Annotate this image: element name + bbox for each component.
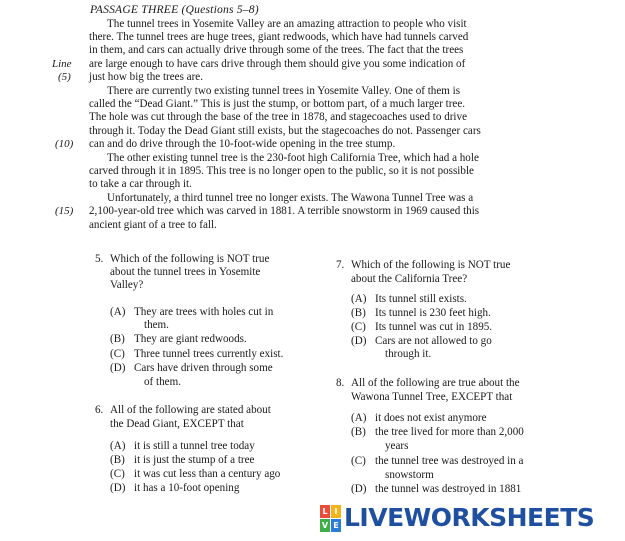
answer-option-b[interactable] <box>351 426 524 439</box>
question-stem: Which of the following is NOT true <box>110 253 270 265</box>
logo-letter-v: V <box>321 521 329 530</box>
question-number: 6. <box>95 404 104 416</box>
option-text: it does not exist anymore <box>375 412 487 424</box>
option-letter: (B) <box>351 426 366 438</box>
answer-option-a[interactable] <box>110 440 255 453</box>
passage-line: The tunnel trees in Yosemite Valley are an amazing attraction to people who visit <box>107 18 467 30</box>
passage-line: 2,100-year-old tree which was carved in 1881. A terrible snowstorm in 1969 caused this <box>89 205 480 217</box>
passage-line: through it. Today the Dead Giant still exists, but the stagecoaches do not. Passenger cars <box>89 125 481 137</box>
live-logo-icon <box>320 505 340 531</box>
option-text-continued: years <box>385 440 409 452</box>
logo-letter-i: I <box>331 505 341 518</box>
option-text: the tree lived for more than 2,000 <box>375 426 524 438</box>
answer-option-c[interactable] <box>351 321 492 334</box>
passage-line: ancient giant of a tree to fall. <box>89 219 217 231</box>
option-text-continued: snowstorm <box>385 469 434 481</box>
option-letter: (A) <box>110 440 126 452</box>
passage-line: Unfortunately, a third tunnel tree no longer exists. The Wawona Tunnel Tree was a <box>107 192 474 204</box>
passage-line: to take a car through it. <box>89 178 192 190</box>
answer-option-b[interactable] <box>351 307 491 320</box>
option-text: the tunnel tree was destroyed in a <box>375 455 524 467</box>
question-stem: Which of the following is NOT true <box>351 259 511 271</box>
liveworksheets-logo[interactable] <box>320 505 594 531</box>
option-text: it has a 10-foot opening <box>134 482 240 494</box>
option-text: it is just the stump of a tree <box>134 454 255 466</box>
answer-option-c[interactable] <box>351 455 523 468</box>
option-text: it was cut less than a century ago <box>134 468 281 480</box>
option-text: the tunnel was destroyed in 1881 <box>375 483 522 495</box>
answer-option-c[interactable] <box>110 468 280 481</box>
answer-option-b[interactable] <box>110 333 247 346</box>
option-text: Its tunnel was cut in 1895. <box>375 321 493 333</box>
option-letter: (A) <box>110 306 126 318</box>
option-text: it is still a tunnel tree today <box>134 440 255 452</box>
line-label: Line <box>52 58 72 70</box>
answer-option-d[interactable] <box>110 482 239 495</box>
option-letter: (A) <box>351 293 367 305</box>
question-stem: about the tunnel trees in Yosemite <box>110 266 261 278</box>
answer-option-a[interactable] <box>110 306 273 319</box>
option-letter: (D) <box>110 362 126 374</box>
option-text: They are giant redwoods. <box>134 333 247 345</box>
option-letter: (C) <box>351 321 366 333</box>
passage-title: PASSAGE THREE (Questions 5–8) <box>90 3 259 16</box>
question-stem: All of the following are true about the <box>351 377 520 389</box>
answer-option-a[interactable] <box>351 293 467 306</box>
option-text-continued: through it. <box>385 348 432 360</box>
question-number: 5. <box>95 253 104 265</box>
logo-letter-e: E <box>331 519 341 532</box>
option-text: Cars are not allowed to go <box>375 335 492 347</box>
line-number-10: (10) <box>55 138 74 150</box>
answer-option-a[interactable] <box>351 412 487 425</box>
option-letter: (C) <box>110 348 125 360</box>
option-text: Three tunnel trees currently exist. <box>134 348 284 360</box>
question-number: 7. <box>336 259 345 271</box>
option-text-continued: them. <box>144 319 169 331</box>
option-text: They are trees with holes cut in <box>134 306 274 318</box>
answer-option-d[interactable] <box>351 483 521 496</box>
question-stem: Wawona Tunnel Tree, EXCEPT that <box>351 391 513 403</box>
option-text: Its tunnel still exists. <box>375 293 467 305</box>
question-stem: about the California Tree? <box>351 273 468 285</box>
option-letter: (D) <box>351 483 367 495</box>
option-letter: (C) <box>110 468 125 480</box>
answer-option-b[interactable] <box>110 454 254 467</box>
line-number-15: (15) <box>55 205 74 217</box>
option-letter: (C) <box>351 455 366 467</box>
option-letter: (D) <box>351 335 367 347</box>
logo-letter-l: L <box>320 505 330 518</box>
option-letter: (B) <box>351 307 366 319</box>
passage-line: carved through it in 1895. This tree is no longer open to the public, so it is not possible <box>89 165 474 177</box>
passage-line: There are currently two existing tunnel trees in Yosemite Valley. One of them is <box>107 85 461 97</box>
question-number: 8. <box>336 377 345 389</box>
option-text: Its tunnel is 230 feet high. <box>375 307 491 319</box>
passage-line: The other existing tunnel tree is the 230-foot high California Tree, which had a hole <box>107 152 479 164</box>
passage-line: there. The tunnel trees are huge trees, giant redwoods, which have had tunnels carved <box>89 31 469 43</box>
question-stem: the Dead Giant, EXCEPT that <box>110 418 244 430</box>
passage-line: in them, and cars can actually drive through some of the trees. The fact that the trees <box>89 44 464 56</box>
line-number-5: (5) <box>58 71 71 83</box>
passage-line: can and do drive through the 10-foot-wide opening in the tree stump. <box>89 138 396 150</box>
passage-line: called the “Dead Giant.” This is just the stump, or bottom part, of a much larger tree. <box>89 98 466 110</box>
answer-option-d[interactable] <box>110 362 273 375</box>
question-stem: All of the following are stated about <box>110 404 271 416</box>
logo-wordmark: LIVEWORKSHEETS <box>344 503 595 532</box>
option-letter: (B) <box>110 333 125 345</box>
answer-option-c[interactable] <box>110 348 283 361</box>
option-letter: (A) <box>351 412 367 424</box>
option-letter: (B) <box>110 454 125 466</box>
option-letter: (D) <box>110 482 126 494</box>
option-text: Cars have driven through some <box>134 362 273 374</box>
question-stem: Valley? <box>110 279 144 291</box>
passage-line: The hole was cut through the base of the tree in 1878, and stagecoaches used to drive <box>89 111 467 123</box>
option-text-continued: of them. <box>144 376 181 388</box>
answer-option-d[interactable] <box>351 335 492 348</box>
passage-line: just how big the trees are. <box>89 71 203 83</box>
passage-line: are large enough to have cars drive through them should give you some indication of <box>89 58 466 70</box>
